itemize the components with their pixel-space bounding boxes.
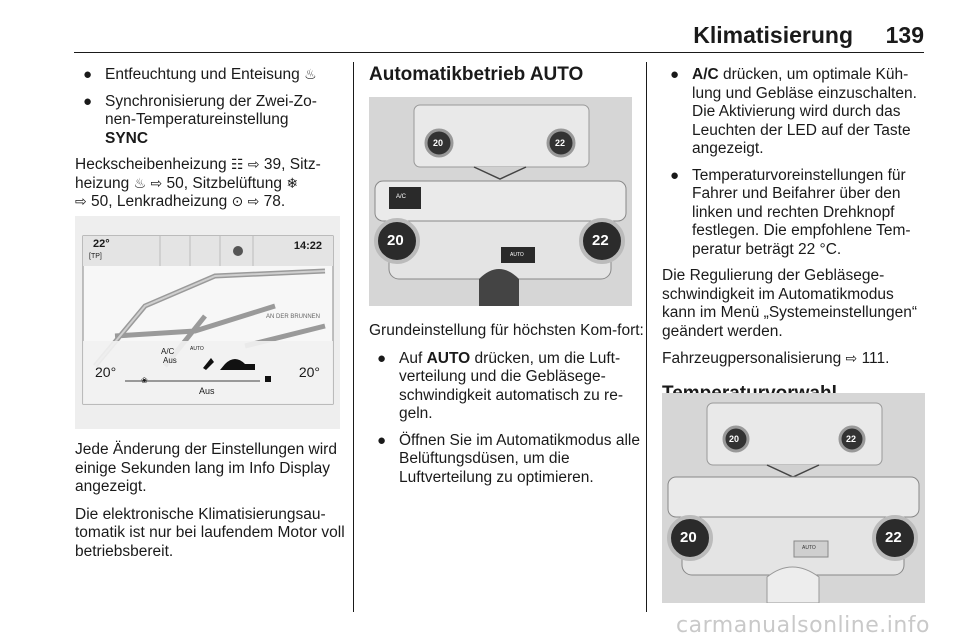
ac-state: Aus: [163, 356, 177, 365]
bullet-dot: ●: [377, 431, 387, 449]
ac-label: A/C: [161, 347, 175, 356]
top-temperature: 22°: [93, 238, 110, 250]
paragraph: Die elektronische Klimatisierungsau-tomatik ist nur bei laufendem Motor voll betriebsbereit.: [75, 505, 345, 560]
cross-reference-icon: ⇨: [845, 351, 858, 367]
left-knob-label: 20: [387, 232, 404, 249]
clock: 14:22: [293, 240, 322, 252]
bullet-item: ● Öffnen Sie im Automatikmodus alle Belüftungsdüsen, um die Luftverteilung zu optimieren.: [377, 431, 640, 486]
bullet-text: Entfeuchtung und Enteisung: [105, 66, 300, 83]
auto-button-label: AUTO: [802, 545, 816, 551]
column-divider: [646, 62, 647, 612]
fan-state: Aus: [199, 386, 215, 396]
bullet-dot: ●: [83, 92, 93, 110]
bullet-dot: ●: [377, 349, 387, 367]
small-knob-left-label: 20: [729, 434, 740, 444]
cross-reference-icon: ⇨: [247, 157, 260, 173]
seat-ventilation-icon: ❄: [286, 175, 299, 192]
climate-panel-figure: [369, 97, 632, 306]
right-knob-label: 22: [592, 232, 609, 249]
sync-label: SYNC: [105, 129, 149, 147]
climate-control-panel: [662, 393, 925, 603]
bullet-text: Synchronisierung der Zwei-Zo-nen-Temperatureinstellung: [105, 92, 317, 128]
defrost-icon: ♨: [304, 67, 317, 83]
column-2-lower: [369, 322, 644, 495]
map-street-label: AN DER BRUNNEN: [265, 314, 320, 320]
bullet-dot: ●: [670, 166, 680, 184]
cross-reference-icon: ⇨: [75, 194, 87, 210]
ac-button-label: A/C: [396, 194, 407, 200]
info-display-figure: [75, 216, 340, 429]
right-knob-label: 22: [885, 529, 902, 546]
climate-control-panel: [369, 97, 632, 306]
bullet-dot: ●: [670, 66, 680, 83]
bullet-item: ● Temperaturvoreinstellungen für Fahrer und Beifahrer über den linken und rechten Drehknopf festlegen. Die empfohlene Tem-peratur beträgt 22 °C.: [670, 166, 911, 258]
rear-window-heating-icon: ☷: [230, 157, 244, 173]
bullet-item: [75, 93, 345, 149]
right-temperature: 20°: [298, 364, 320, 380]
chapter-title: Klimatisierung: [693, 22, 853, 48]
temperature-panel-figure: [662, 393, 925, 603]
column-3: [662, 66, 927, 403]
section-heading: Automatikbetrieb AUTO: [369, 64, 584, 85]
auto-button-label: AUTO: [510, 252, 524, 258]
paragraph: Fahrzeugpersonalisierung ⇨ 111.: [662, 350, 890, 367]
steering-wheel-heating-icon: ⊙: [231, 194, 244, 210]
left-knob-label: 20: [680, 529, 697, 546]
paragraph: Jede Änderung der Einstellungen wird einige Sekunden lang im Info Display angezeigt.: [75, 441, 337, 495]
column-divider: [353, 62, 354, 612]
header-rule: [74, 52, 924, 53]
bullet-item: ● A/C drücken, um optimale Küh-lung und Gebläse einzuschalten. Die Aktivierung wird durch das Leuchten der LED auf der Taste angezeigt.: [670, 66, 917, 157]
cross-reference-icon: ⇨: [150, 175, 163, 192]
column-2: [369, 66, 639, 85]
bullet-item: [75, 66, 345, 85]
bullet-dot: ●: [83, 66, 93, 83]
paragraph: Heckscheibenheizung ☷ ⇨ 39, Sitz- heizung ♨ ⇨ 50, Sitzbelüftung ❄ ⇨ 50, Lenkradheizung ⊙ ⇨ 78.: [75, 156, 321, 210]
page-number: 139: [885, 22, 924, 48]
seat-heating-icon: ♨: [133, 175, 147, 192]
small-knob-right-label: 22: [555, 138, 566, 148]
small-knob-right-label: 22: [846, 434, 857, 444]
fan-icon: ❀: [141, 376, 148, 385]
column-1-lower: [75, 441, 350, 570]
paragraph: Grundeinstellung für höchsten Kom-fort:: [369, 322, 644, 339]
column-1: [75, 66, 345, 221]
auto-label: AUTO: [190, 346, 204, 352]
paragraph: Die Regulierung der Gebläsege-schwindigkeit im Automatikmodus kann im Menü „Systemeinstellungen“ geändert werden.: [662, 267, 918, 340]
bullet-item: ● Auf AUTO drücken, um die Luft-verteilung und die Gebläsege-schwindigkeit automatisch zu re-geln.: [377, 349, 623, 422]
tp-indicator: [TP]: [89, 253, 102, 260]
watermark: carmanualsonline.info: [676, 613, 930, 638]
left-temperature: 20°: [95, 364, 117, 380]
cross-reference-icon: ⇨: [247, 194, 260, 210]
small-knob-left-label: 20: [433, 138, 444, 148]
